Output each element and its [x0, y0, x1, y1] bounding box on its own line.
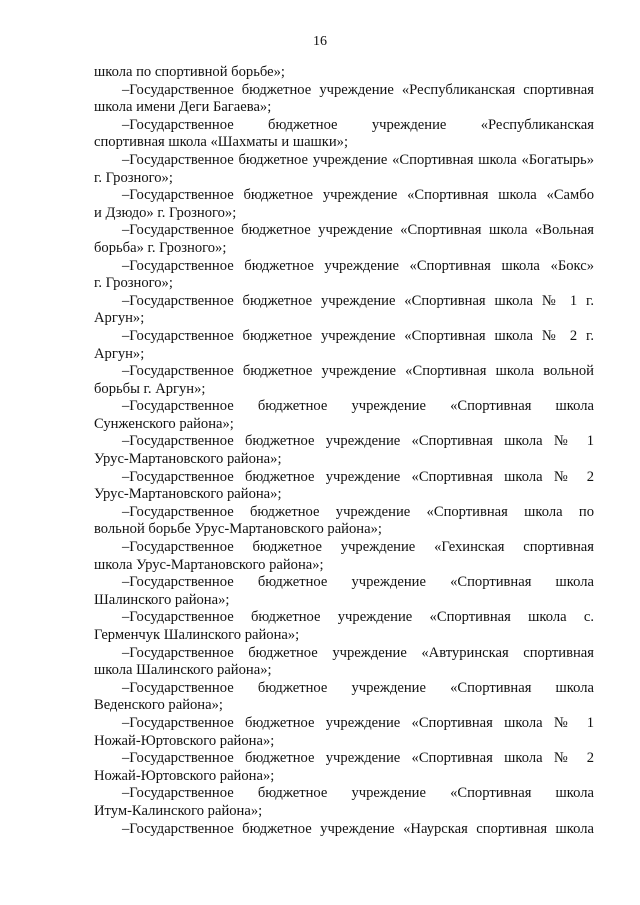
text-line: школа по спортивной борьбе»; — [94, 64, 285, 80]
text-line: –Государственное бюджетное учреждение «Спортивная школа — [122, 398, 594, 415]
text-line: Урус-Мартановского района»; — [94, 451, 282, 468]
text-line: –Государственное бюджетное учреждение «Спортивная школа — [122, 574, 594, 591]
text-line: школа Урус-Мартановского района»; — [94, 556, 324, 573]
text-line: –Государственное бюджетное учреждение «Спортивная школа «Бокс» — [122, 257, 594, 274]
text-line: г. Грозного»; — [94, 169, 173, 186]
text-line: борьба» г. Грозного»; — [94, 239, 227, 256]
document-body — [94, 64, 594, 838]
text-line: –Государственное бюджетное учреждение «Автуринская спортивная — [122, 644, 594, 661]
text-line: –Государственное бюджетное учреждение «Спортивная школа № 1 — [122, 714, 594, 731]
text-line: Ножай-Юртовского района»; — [94, 767, 275, 784]
text-line: –Государственное бюджетное учреждение «Спортивная школа — [122, 785, 594, 802]
text-line: –Государственное бюджетное учреждение «Наурская спортивная школа — [122, 820, 594, 837]
text-line: –Государственное бюджетное учреждение «Спортивная школа «Вольная — [122, 222, 594, 239]
text-line: Итум-Калинского района»; — [94, 802, 263, 819]
text-line: –Государственное бюджетное учреждение «Спортивная школа вольной — [122, 363, 594, 380]
text-line: Герменчук Шалинского района»; — [94, 627, 300, 643]
text-line: Ножай-Юртовского района»; — [94, 732, 275, 749]
text-line: –Государственное бюджетное учреждение «Спортивная школа «Богатырь» — [122, 151, 594, 168]
text-line: –Государственное бюджетное учреждение «Спортивная школа с. — [122, 609, 594, 626]
text-line: Веденского района»; — [94, 697, 223, 714]
text-line: Урус-Мартановского района»; — [94, 486, 282, 503]
text-line: –Государственное бюджетное учреждение «Гехинская спортивная — [122, 539, 594, 556]
text-line: –Государственное бюджетное учреждение «Спортивная школа по — [122, 503, 594, 520]
text-line: –Государственное бюджетное учреждение «Спортивная школа № 1 — [122, 433, 594, 450]
text-line: школа имени Деги Багаева»; — [94, 99, 272, 116]
text-line: г. Грозного»; — [94, 275, 173, 292]
text-line: –Государственное бюджетное учреждение «Спортивная школа № 1 г. — [122, 292, 594, 309]
text-line: Аргун»; — [94, 310, 145, 327]
text-line: Шалинского района»; — [94, 591, 230, 608]
text-line: –Государственное бюджетное учреждение «Республиканская — [122, 116, 594, 133]
text-line: борьбы г. Аргун»; — [94, 380, 206, 397]
text-line: Аргун»; — [94, 345, 145, 362]
text-line: вольной борьбе Урус-Мартановского района»; — [94, 521, 382, 538]
text-line: спортивная школа «Шахматы и шашки»; — [94, 134, 349, 151]
page-number: 16 — [313, 34, 327, 49]
text-line: –Государственное бюджетное учреждение «Спортивная школа № 2 — [122, 750, 594, 767]
text-line: школа Шалинского района»; — [94, 662, 272, 679]
text-line: и Дзюдо» г. Грозного»; — [94, 204, 237, 221]
text-line: –Государственное бюджетное учреждение «Республиканская спортивная — [122, 81, 594, 98]
text-line: –Государственное бюджетное учреждение «Спортивная школа — [122, 679, 594, 696]
text-line: –Государственное бюджетное учреждение «Спортивная школа № 2 г. — [122, 327, 594, 344]
text-line: –Государственное бюджетное учреждение «Спортивная школа «Самбо — [122, 187, 594, 204]
text-line: Сунженского района»; — [94, 415, 234, 432]
text-line: –Государственное бюджетное учреждение «Спортивная школа № 2 — [122, 468, 594, 485]
